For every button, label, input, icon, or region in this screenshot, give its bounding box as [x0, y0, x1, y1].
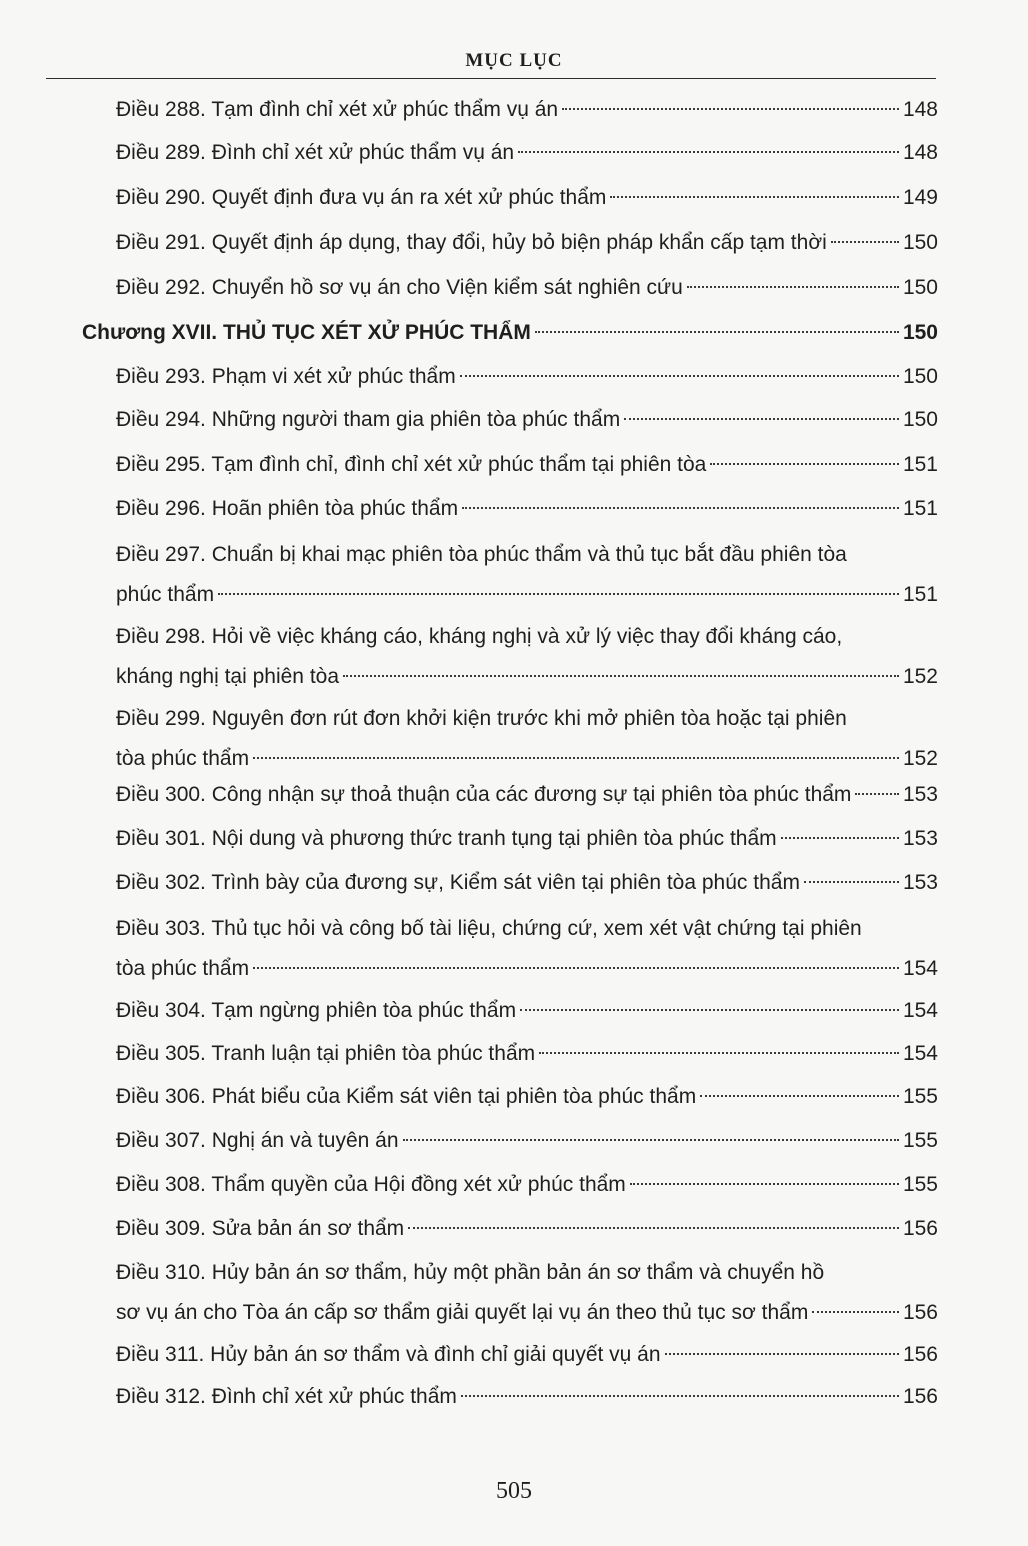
toc-entry-title: Điều 311. Hủy bản án sơ thẩm và đình chỉ giải quyết vụ án: [116, 1343, 661, 1366]
toc-entry[interactable]: [82, 357, 938, 397]
dot-leader: [700, 1095, 899, 1097]
toc-entry[interactable]: [82, 133, 938, 173]
toc-entry-page: 151: [902, 453, 938, 476]
dot-leader: [812, 1311, 899, 1313]
dot-leader: [460, 375, 899, 377]
toc-entry-page: 156: [902, 1343, 938, 1366]
dot-leader: [665, 1353, 899, 1355]
toc-entry-title: Điều 299. Nguyên đơn rút đơn khởi kiện trước khi mở phiên tòa hoặc tại phiên: [116, 707, 847, 730]
toc-entry-title: Điều 288. Tạm đình chỉ xét xử phúc thẩm vụ án: [116, 98, 559, 121]
toc-entry-title: sơ vụ án cho Tòa án cấp sơ thẩm giải quyết lại vụ án theo thủ tục sơ thẩm: [116, 1301, 809, 1324]
toc-entry-page: 154: [902, 1042, 938, 1065]
toc-entry[interactable]: [82, 90, 938, 130]
toc-entry[interactable]: [82, 1165, 938, 1205]
dot-leader: [630, 1183, 899, 1185]
dot-leader: [218, 593, 899, 595]
toc-entry-page: 152: [902, 665, 938, 688]
toc-entry[interactable]: [82, 1034, 938, 1074]
toc-entry-page: 153: [902, 827, 938, 850]
dot-leader: [408, 1227, 899, 1229]
dot-leader: [539, 1052, 899, 1054]
toc-entry[interactable]: [82, 1253, 938, 1333]
toc-entry[interactable]: [82, 535, 938, 615]
toc-entry[interactable]: [82, 268, 938, 308]
toc-entry-page: 156: [902, 1217, 938, 1240]
toc-entry-page: 154: [902, 957, 938, 980]
toc-entry[interactable]: [82, 445, 938, 485]
toc-entry[interactable]: [82, 1121, 938, 1161]
toc-entry[interactable]: [82, 1335, 938, 1375]
toc-entry[interactable]: [82, 819, 938, 859]
toc-entry[interactable]: [82, 909, 938, 989]
running-head-title: MỤC LỤC: [465, 50, 563, 71]
toc-entry-page: 150: [902, 365, 938, 388]
dot-leader: [687, 286, 899, 288]
toc-entry-page: 152: [902, 747, 938, 770]
toc-entry-title: Điều 307. Nghị án và tuyên án: [116, 1129, 399, 1152]
dot-leader: [855, 793, 899, 795]
toc-entry-title: kháng nghị tại phiên tòa: [116, 665, 340, 688]
toc-entry[interactable]: [82, 1209, 938, 1249]
toc-entry-title: Điều 310. Hủy bản án sơ thẩm, hủy một phần bản án sơ thẩm và chuyển hồ: [116, 1261, 825, 1284]
header-rule: [46, 78, 936, 79]
toc-entry[interactable]: [82, 489, 938, 529]
toc-entry-page: 148: [902, 141, 938, 164]
toc-entry-title: Chương XVII. THỦ TỤC XÉT XỬ PHÚC THẨM: [82, 321, 531, 344]
toc-entry-title: Điều 304. Tạm ngừng phiên tòa phúc thẩm: [116, 999, 517, 1022]
toc-entry-page: 156: [902, 1385, 938, 1408]
dot-leader: [831, 241, 899, 243]
toc-entry-title: Điều 290. Quyết định đưa vụ án ra xét xử phúc thẩm: [116, 186, 607, 209]
toc-entry-page: 153: [902, 871, 938, 894]
toc-entry[interactable]: [82, 863, 938, 903]
toc-entry-title: tòa phúc thẩm: [116, 747, 250, 770]
toc-entry-title: Điều 308. Thẩm quyền của Hội đồng xét xử phúc thẩm: [116, 1173, 626, 1196]
dot-leader: [781, 837, 899, 839]
toc-entry[interactable]: [82, 178, 938, 218]
toc-entry-title: Điều 298. Hỏi về việc kháng cáo, kháng nghị và xử lý việc thay đổi kháng cáo,: [116, 625, 843, 648]
toc-entry-title: Điều 302. Trình bày của đương sự, Kiểm sát viên tại phiên tòa phúc thẩm: [116, 871, 800, 894]
toc-entry-title: Điều 301. Nội dung và phương thức tranh tụng tại phiên tòa phúc thẩm: [116, 827, 777, 850]
dot-leader: [710, 463, 899, 465]
toc-entry-page: 156: [902, 1301, 938, 1324]
toc-entry-page: 155: [902, 1173, 938, 1196]
toc-entry-page: 151: [902, 497, 938, 520]
toc-entry-title: Điều 300. Công nhận sự thoả thuận của các đương sự tại phiên tòa phúc thẩm: [116, 783, 852, 806]
dot-leader: [461, 1395, 899, 1397]
dot-leader: [253, 757, 899, 759]
dot-leader: [343, 675, 899, 677]
chapter-heading[interactable]: [82, 313, 938, 353]
toc-entry-page: 150: [902, 276, 938, 299]
dot-leader: [804, 881, 899, 883]
toc-entry-title: Điều 306. Phát biểu của Kiểm sát viên tại phiên tòa phúc thẩm: [116, 1085, 697, 1108]
toc-entry[interactable]: [82, 775, 938, 815]
toc-entry[interactable]: [82, 1077, 938, 1117]
toc-entry-page: 150: [902, 321, 938, 344]
toc-entry-title: Điều 291. Quyết định áp dụng, thay đổi, hủy bỏ biện pháp khẩn cấp tạm thời: [116, 231, 827, 254]
toc-entry-page: 151: [902, 583, 938, 606]
toc-entry-page: 155: [902, 1085, 938, 1108]
toc-entry-title: Điều 312. Đình chỉ xét xử phúc thẩm: [116, 1385, 457, 1408]
dot-leader: [624, 418, 899, 420]
dot-leader: [518, 151, 899, 153]
toc-entry[interactable]: [82, 1377, 938, 1417]
toc-entry-title: Điều 294. Những người tham gia phiên tòa phúc thẩm: [116, 408, 621, 431]
toc-entry-title: Điều 296. Hoãn phiên tòa phúc thẩm: [116, 497, 459, 520]
toc-entry-title: Điều 295. Tạm đình chỉ, đình chỉ xét xử phúc thẩm tại phiên tòa: [116, 453, 707, 476]
dot-leader: [562, 108, 899, 110]
toc-entry-title: Điều 293. Phạm vi xét xử phúc thẩm: [116, 365, 456, 388]
toc-entry-title: Điều 292. Chuyển hồ sơ vụ án cho Viện kiểm sát nghiên cứu: [116, 276, 683, 299]
toc-entry-page: 153: [902, 783, 938, 806]
dot-leader: [520, 1009, 899, 1011]
dot-leader: [462, 507, 899, 509]
dot-leader: [253, 967, 899, 969]
toc-entry-title: Điều 303. Thủ tục hỏi và công bố tài liệu, chứng cứ, xem xét vật chứng tại phiên: [116, 917, 862, 940]
toc-entry-title: Điều 305. Tranh luận tại phiên tòa phúc thẩm: [116, 1042, 536, 1065]
toc-entry-title: Điều 297. Chuẩn bị khai mạc phiên tòa phúc thẩm và thủ tục bắt đầu phiên tòa: [116, 543, 847, 566]
toc-entry-page: 155: [902, 1129, 938, 1152]
toc-entry-page: 148: [902, 98, 938, 121]
toc-entry[interactable]: [82, 699, 938, 779]
toc-entry[interactable]: [82, 991, 938, 1031]
toc-entry-title: Điều 309. Sửa bản án sơ thẩm: [116, 1217, 405, 1240]
toc-entry-title: phúc thẩm: [116, 583, 215, 606]
toc-entry[interactable]: [82, 617, 938, 697]
toc-entry[interactable]: [82, 223, 938, 263]
toc-entry-title: tòa phúc thẩm: [116, 957, 250, 980]
dot-leader: [610, 196, 899, 198]
toc-entry-page: 150: [902, 231, 938, 254]
toc-entry-page: 150: [902, 408, 938, 431]
dot-leader: [535, 331, 899, 333]
page-number: 505: [496, 1478, 532, 1504]
toc-entry-title: Điều 289. Đình chỉ xét xử phúc thẩm vụ án: [116, 141, 515, 164]
toc-entry[interactable]: [82, 400, 938, 440]
dot-leader: [403, 1139, 899, 1141]
toc-entry-page: 154: [902, 999, 938, 1022]
toc-entry-page: 149: [902, 186, 938, 209]
